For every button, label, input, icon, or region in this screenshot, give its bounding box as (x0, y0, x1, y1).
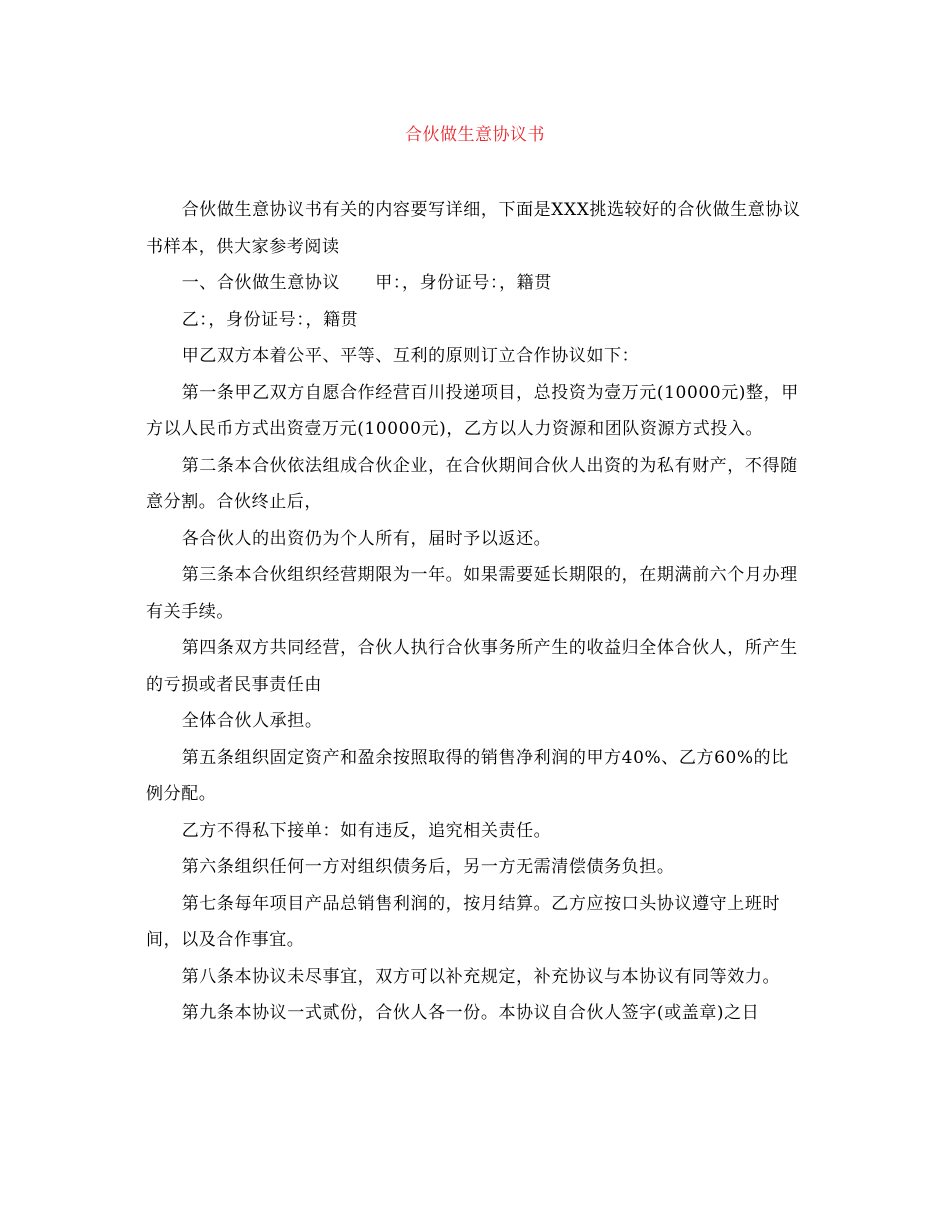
document-title: 合伙做生意协议书 (405, 125, 545, 145)
paragraph-party-b: 乙：，身份证号：，籍贯 (181, 309, 359, 330)
paragraph-article-3: 第三条本合伙组织经营期限为一年。如果需要延长期限的，在期满前六个月办理有关手续。 (146, 565, 798, 622)
paragraph-article-5-note: 乙方不得私下接单：如有违反，追究相关责任。 (181, 820, 552, 841)
paragraph-article-6: 第六条组织任何一方对组织债务后，另一方无需清偿债务负担。 (181, 857, 675, 877)
paragraph-article-4-cont: 全体合伙人承担。 (181, 711, 323, 731)
paragraph-article-5: 第五条组织固定资产和盈余按照取得的销售净利润的甲方40%、乙方60%的比例分配。 (146, 747, 789, 804)
paragraph-article-2: 第二条本合伙依法组成合伙企业，在合伙期间合伙人出资的为私有财产，不得随意分割。合伙终止后， (146, 455, 798, 512)
paragraph-intro: 合伙做生意协议书有关的内容要写详细，下面是XXX挑选较好的合伙做生意协议书样本，供大家参考阅读 (146, 200, 801, 257)
paragraph-party-a: 一、合伙做生意协议 甲：，身份证号：，籍贯 (181, 273, 552, 293)
paragraph-article-1: 第一条甲乙双方自愿合作经营百川投递项目，总投资为壹万元(10000元)整，甲方以人民币方式出资壹万元(10000元)，乙方以人力资源和团队资源方式投入。 (146, 382, 799, 439)
paragraph-article-7: 第七条每年项目产品总销售利润的，按月结算。乙方应按口头协议遵守上班时间，以及合作事宜。 (146, 893, 781, 950)
paragraph-article-9: 第九条本协议一式贰份，合伙人各一份。本协议自合伙人签字(或盖章)之日 (181, 1003, 760, 1023)
paragraph-preamble: 甲乙双方本着公平、平等、互利的原则订立合作协议如下： (181, 346, 640, 366)
document-body (146, 192, 806, 1032)
paragraph-article-4: 第四条双方共同经营，合伙人执行合伙事务所产生的收益归全体合伙人，所产生的亏损或者民事责任由 (146, 638, 798, 695)
paragraph-article-2-cont: 各合伙人的出资仍为个人所有，届时予以返还。 (181, 528, 552, 549)
paragraph-article-8: 第八条本协议未尽事宜，双方可以补充规定，补充协议与本协议有同等效力。 (181, 966, 781, 987)
